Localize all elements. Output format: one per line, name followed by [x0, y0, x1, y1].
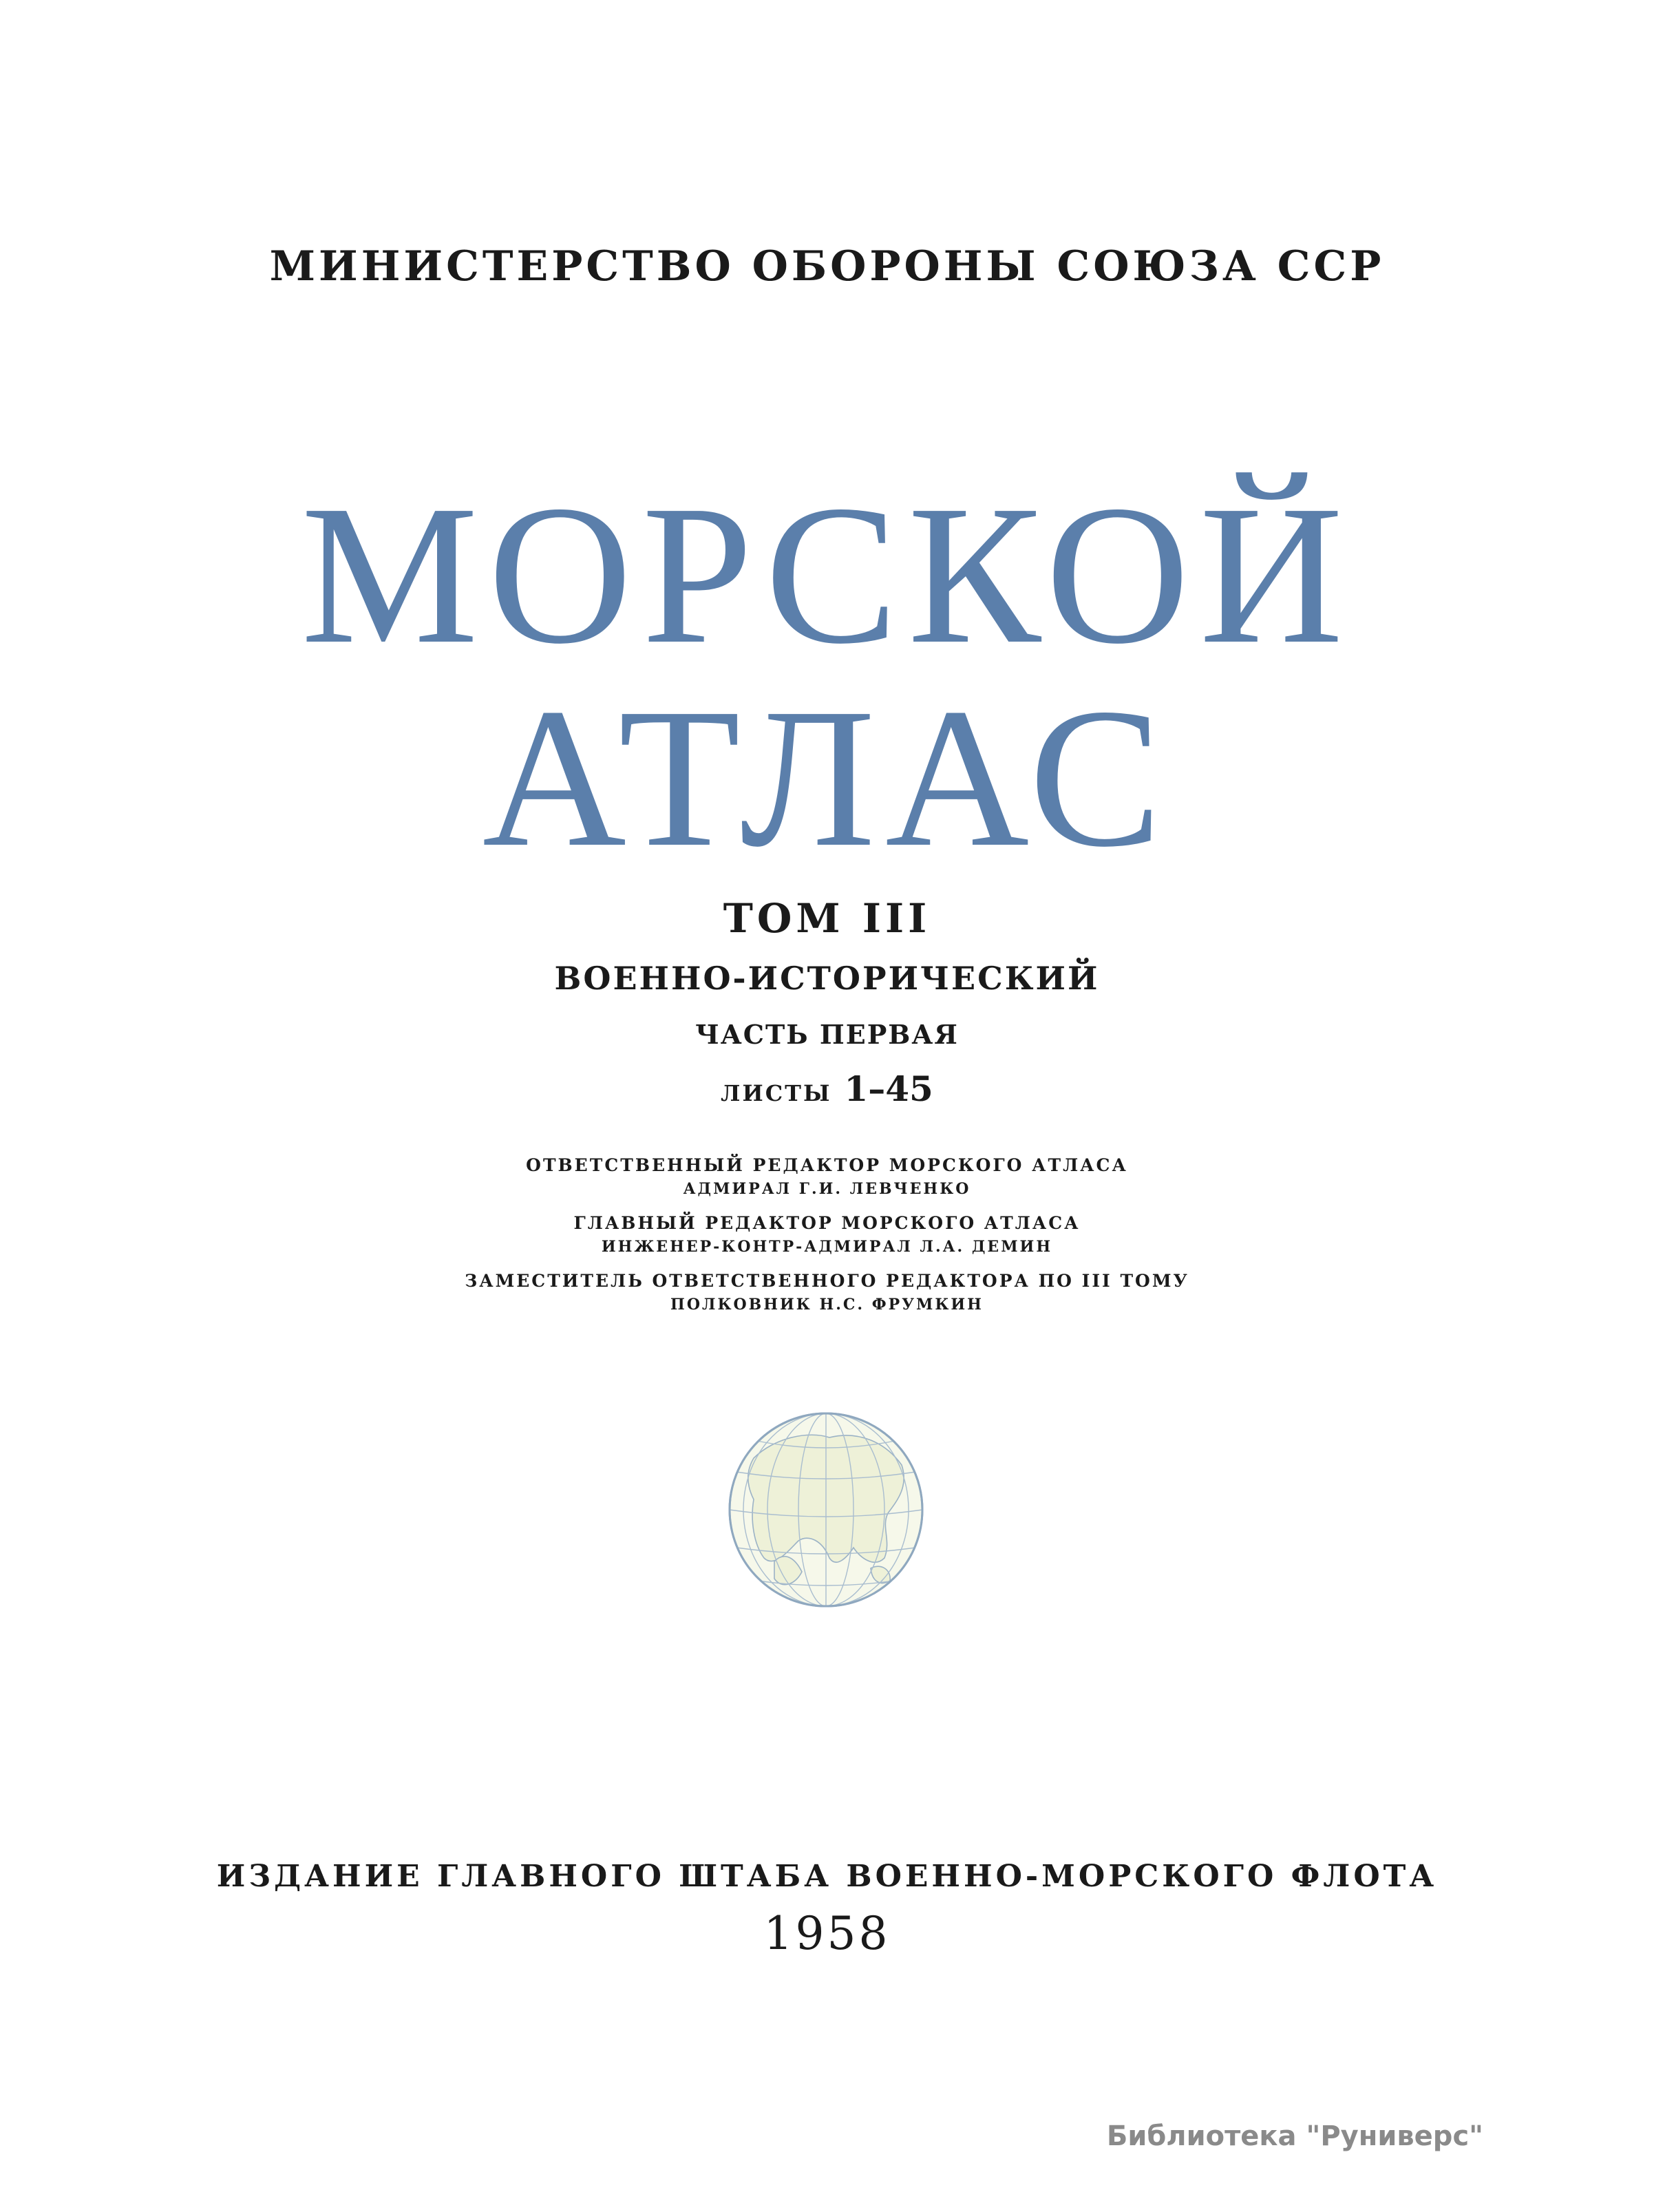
credit-role: ГЛАВНЫЙ РЕДАКТОР МОРСКОГО АТЛАСА — [573, 1213, 1081, 1233]
library-watermark: Библиотека "Руниверс" — [1106, 2120, 1483, 2152]
title-line-2: АТЛАС — [482, 667, 1172, 888]
volume-subtitle: ВОЕННО-ИСТОРИЧЕСКИЙ — [554, 960, 1100, 997]
globe-icon — [726, 1410, 926, 1610]
credit-person: АДМИРАЛ Г.И. ЛЕВЧЕНКО — [683, 1180, 971, 1198]
publication-year: 1958 — [763, 1907, 891, 1960]
credit-person: ПОЛКОВНИК Н.С. ФРУМКИН — [670, 1296, 984, 1314]
sheets-range: 1–45 — [844, 1068, 933, 1109]
ministry-heading: МИНИСТЕРСТВО ОБОРОНЫ СОЮЗА ССР — [269, 242, 1385, 291]
credit-role: ЗАМЕСТИТЕЛЬ ОТВЕТСТВЕННОГО РЕДАКТОРА ПО III ТОМУ — [465, 1271, 1189, 1291]
sheets-label: ЛИСТЫ — [721, 1080, 832, 1106]
part-label: ЧАСТЬ ПЕРВАЯ — [695, 1019, 959, 1050]
volume-label: ТОМ III — [723, 895, 931, 942]
credit-role: ОТВЕТСТВЕННЫЙ РЕДАКТОР МОРСКОГО АТЛАСА — [526, 1155, 1128, 1175]
title-line-1: МОРСКОЙ — [301, 464, 1353, 685]
sheets-line — [0, 1068, 1654, 1109]
credit-person: ИНЖЕНЕР-КОНТР-АДМИРАЛ Л.А. ДЕМИН — [601, 1238, 1053, 1256]
publisher-line: ИЗДАНИЕ ГЛАВНОГО ШТАБА ВОЕННО-МОРСКОГО ФЛОТА — [216, 1859, 1438, 1894]
